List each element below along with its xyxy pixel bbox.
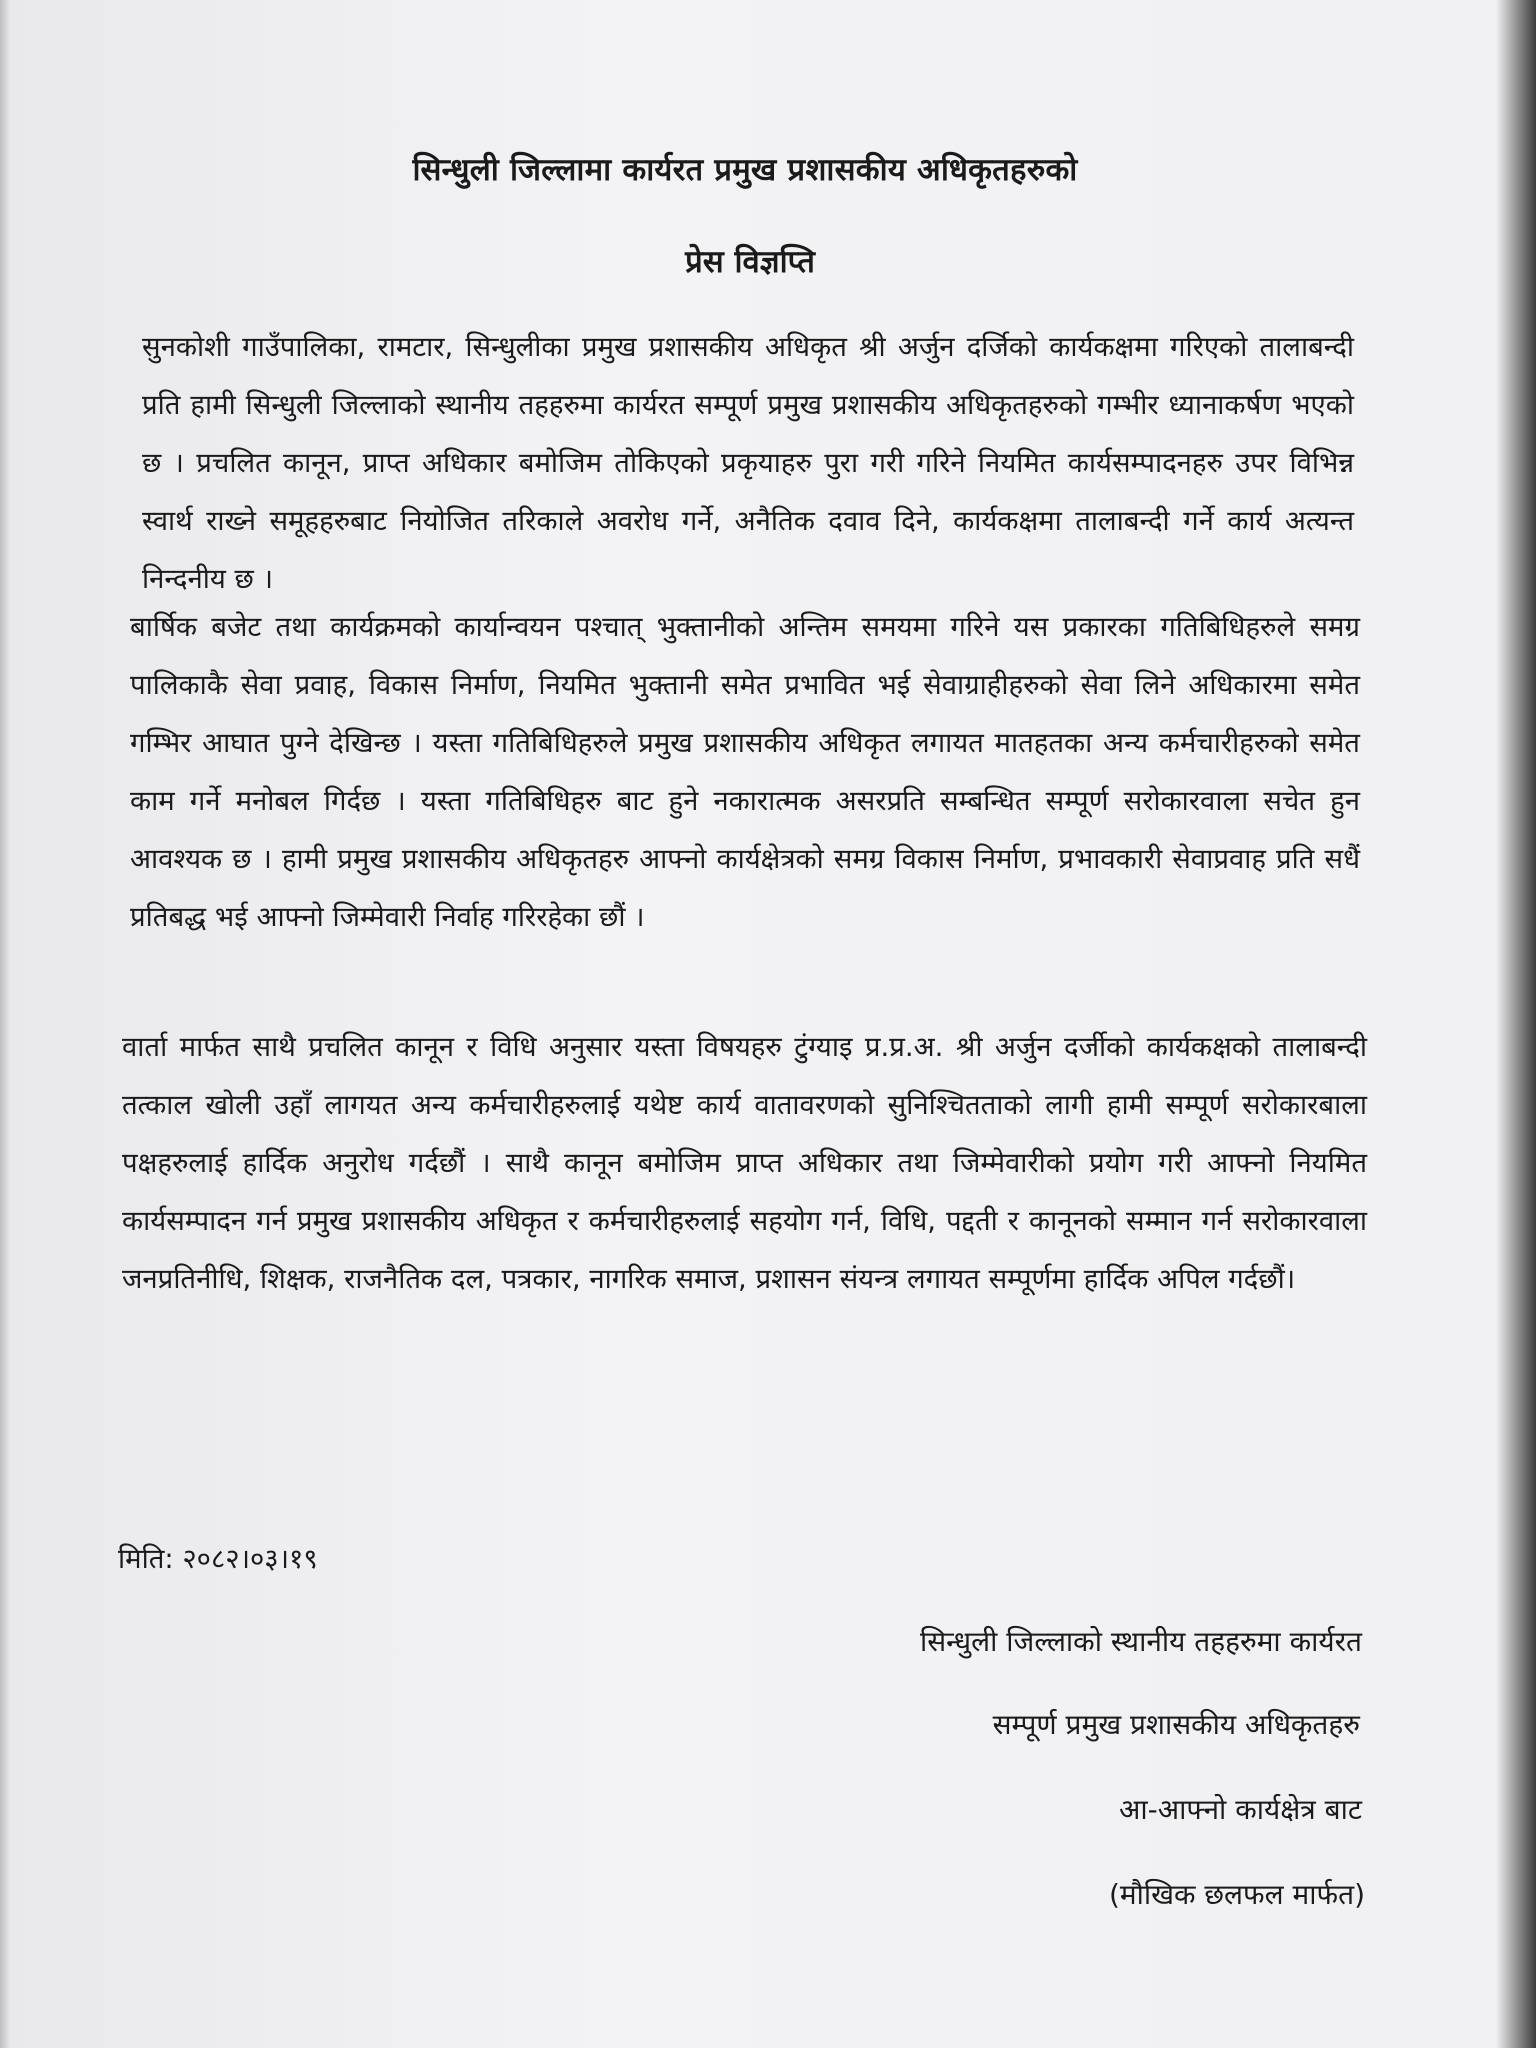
paragraph-2: बार्षिक बजेट तथा कार्यक्रमको कार्यान्वयन पश्चात् भुक्तानीको अन्तिम समयमा गरिने यस प्रकारका गतिबिधिहरुले समग्र पालिकाकै सेवा प्रवाह, विकास निर्माण, नियमित भुक्तानी समेत प्रभावित भई सेवाग्राहीहरुको सेवा लिने अधिकारमा समेत गम्भिर आघात पुग्ने देखिन्छ । यस्ता गतिबिधिहरुले प्रमुख प्रशासकीय अधिकृत लगायत मातहतका अन्य कर्मचारीहरुको समेत काम गर्ने मनोबल गिर्दछ । यस्ता गतिबिधिहरु बाट हुने नकारात्मक असरप्रति सम्बन्धित सम्पूर्ण सरोकारवाला सचेत हुन आवश्यक छ । हामी प्रमुख प्रशासकीय अधिकृतहरु आफ्नो कार्यक्षेत्रको समग्र विकास निर्माण, प्रभावकारी सेवाप्रवाह प्रति सधैं प्रतिबद्ध भई आफ्नो जिम्मेवारी निर्वाह गरिरहेका छौं । <box>130 611 1360 933</box>
signature-line-2: सम्पूर्ण प्रमुख प्रशासकीय अधिकृतहरु <box>992 1708 1360 1741</box>
paragraph-1: सुनकोशी गाउँपालिका, रामटार, सिन्धुलीका प्रमुख प्रशासकीय अधिकृत श्री अर्जुन दर्जिको कार्यकक्षमा गरिएको तालाबन्दी प्रति हामी सिन्धुली जिल्लाको स्थानीय तहहरुमा कार्यरत सम्पूर्ण प्रमुख प्रशासकीय अधिकृतहरुको गम्भीर ध्यानाकर्षण भएको छ । प्रचलित कानून, प्राप्त अधिकार बमोजिम तोकिएको प्रकृयाहरु पुरा गरी गरिने नियमित कार्यसम्पादनहरु उपर विभिन्न स्वार्थ राख्ने समूहहरुबाट नियोजित तरिकाले अवरोध गर्ने, अनैतिक दवाव दिने, कार्यकक्षमा तालाबन्दी गर्ने कार्य अत्यन्त निन्दनीय छ । <box>142 331 1354 595</box>
paragraph-3: वार्ता मार्फत साथै प्रचलित कानून र विधि अनुसार यस्ता विषयहरु टुंग्याइ प्र.प्र.अ. श्री अर्जुन दर्जीको कार्यकक्षको तालाबन्दी तत्काल खोली उहाँ लागयत अन्य कर्मचारीहरुलाई यथेष्ट कार्य वातावरणको सुनिश्चितताको लागी हामी सम्पूर्ण सरोकारबाला पक्षहरुलाई हार्दिक अनुरोध गर्दछौं । साथै कानून बमोजिम प्राप्त अधिकार तथा जिम्मेवारीको प्रयोग गरी आफ्नो नियमित कार्यसम्पादन गर्न प्रमुख प्रशासकीय अधिकृत र कर्मचारीहरुलाई सहयोग गर्न, विधि, पद्दती र कानूनको सम्मान गर्न सरोकारवाला जनप्रतिनीधि, शिक्षक, राजनैतिक दल, पत्रकार, नागरिक समाज, प्रशासन संयन्त्र लगायत सम्पूर्णमा हार्दिक अपिल गर्दछौं। <box>122 1031 1367 1295</box>
page-right-shadow <box>1496 0 1536 2048</box>
document-subtitle: प्रेस विज्ञप्ति <box>685 244 815 280</box>
document-title: सिन्धुली जिल्लामा कार्यरत प्रमुख प्रशासकीय अधिकृतहरुको <box>412 152 1078 188</box>
document-date: मिति: २०८२।०३।१९ <box>118 1543 318 1575</box>
signature-line-3: आ-आफ्नो कार्यक्षेत्र बाट <box>1119 1793 1362 1826</box>
signature-line-1: सिन्धुली जिल्लाको स्थानीय तहहरुमा कार्यरत <box>920 1625 1362 1658</box>
signature-line-4: (मौखिक छलफल मार्फत) <box>1108 1878 1365 1911</box>
